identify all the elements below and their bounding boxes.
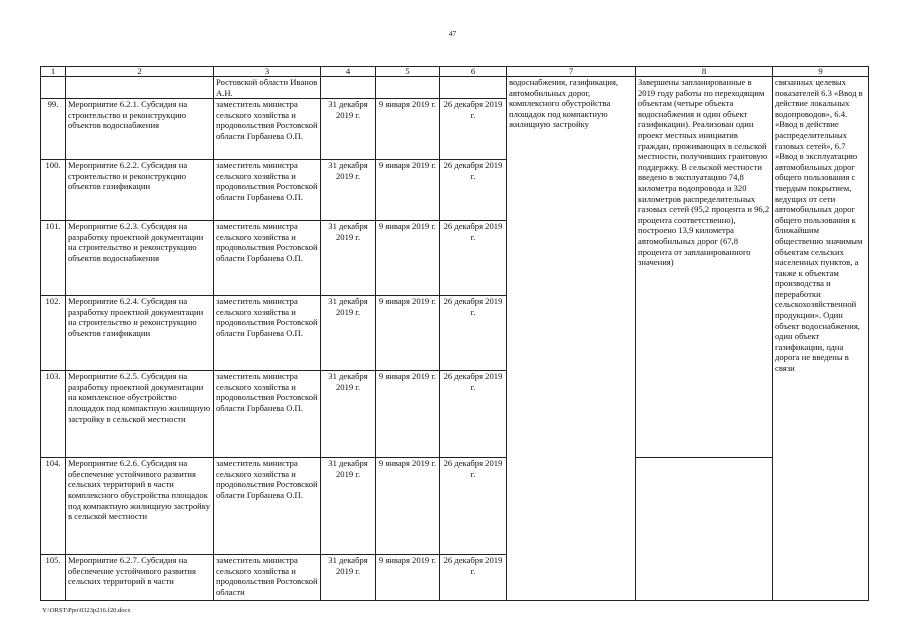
date-cell: 31 декабря 2019 г. — [321, 296, 376, 371]
row-number: 104. — [41, 458, 66, 555]
table-cell — [376, 77, 440, 99]
column-number: 5 — [376, 67, 440, 77]
column-number: 6 — [440, 67, 507, 77]
column-number: 3 — [214, 67, 321, 77]
date-cell: 9 января 2019 г. — [376, 458, 440, 555]
file-path-footer: Y:\ORST\Ppo\0323p216.f20.docx — [42, 607, 131, 614]
column-number: 7 — [507, 67, 636, 77]
responsible-cell: заместитель министра сельского хозяйства и продовольствия Ростовской области Горбанева О.П. — [214, 371, 321, 458]
responsible-cell: заместитель министра сельского хозяйства и продовольствия Ростовской области Горбанева О.П. — [214, 99, 321, 160]
table-cell — [41, 77, 66, 99]
results-cell: водоснабжения, газификация, автомобильных дорог, комплексного обустройства площадок под компактную жилищную застройку — [507, 77, 636, 601]
date-cell: 9 января 2019 г. — [376, 221, 440, 296]
schedule-table — [40, 66, 869, 601]
date-cell: 31 декабря 2019 г. — [321, 221, 376, 296]
measure-title: Мероприятие 6.2.2. Субсидия на строительство и реконструкцию объектов газификации — [66, 160, 214, 221]
date-cell: 26 декабря 2019 г. — [440, 296, 507, 371]
measure-title: Мероприятие 6.2.7. Субсидия на обеспечение устойчивого развития сельских территорий в части — [66, 555, 214, 601]
date-cell: 9 января 2019 г. — [376, 371, 440, 458]
row-number: 105. — [41, 555, 66, 601]
measure-title: Мероприятие 6.2.1. Субсидия на строительство и реконструкцию объектов водоснабжения — [66, 99, 214, 160]
table-cell — [440, 77, 507, 99]
date-cell: 26 декабря 2019 г. — [440, 160, 507, 221]
column-number: 4 — [321, 67, 376, 77]
column-number: 2 — [66, 67, 214, 77]
responsible-cell: заместитель министра сельского хозяйства и продовольствия Ростовской области Горбанева О.П. — [214, 458, 321, 555]
table-row — [41, 458, 869, 555]
outcome-cell-empty — [636, 458, 773, 601]
column-number: 9 — [773, 67, 869, 77]
outcome-cell: Завершены запланированные в 2019 году работы по переходящим объектам (четыре объекта водоснабжения и один объект газификации). Реализован один проект местных инициатив граждан, проживающих в сельской местности, получивших грантовую поддержку. В сельской местности введено в эксплуатацию 74,8 километра водопровода и 320 километров распределительных газовых сетей (95,2 процента и 96,2 процента соответственно), построено 13,9 километра автомобильных дорог (67,8 процента от запланированного значения) — [636, 77, 773, 458]
date-cell: 26 декабря 2019 г. — [440, 371, 507, 458]
column-number-row — [41, 67, 869, 77]
date-cell: 26 декабря 2019 г. — [440, 99, 507, 160]
column-number: 1 — [41, 67, 66, 77]
continuation-row — [41, 77, 869, 99]
page-number: 47 — [448, 29, 457, 38]
responsible-cell: заместитель министра сельского хозяйства и продовольствия Ростовской области Горбанева О.П. — [214, 160, 321, 221]
date-cell: 31 декабря 2019 г. — [321, 555, 376, 601]
row-number: 100. — [41, 160, 66, 221]
responsible-cell: Ростовской области Иванов А.Н. — [214, 77, 321, 99]
date-cell: 9 января 2019 г. — [376, 296, 440, 371]
date-cell: 26 декабря 2019 г. — [440, 555, 507, 601]
row-number: 99. — [41, 99, 66, 160]
row-number: 102. — [41, 296, 66, 371]
column-number: 8 — [636, 67, 773, 77]
date-cell: 31 декабря 2019 г. — [321, 371, 376, 458]
date-cell: 9 января 2019 г. — [376, 555, 440, 601]
date-cell: 9 января 2019 г. — [376, 99, 440, 160]
responsible-cell: заместитель министра сельского хозяйства и продовольствия Ростовской области Горбанева О.П. — [214, 221, 321, 296]
measure-title: Мероприятие 6.2.3. Субсидия на разработку проектной документации на строительство и реконструкцию объектов водоснабжения — [66, 221, 214, 296]
date-cell: 31 декабря 2019 г. — [321, 99, 376, 160]
measure-title: Мероприятие 6.2.5. Субсидия на разработку проектной документации на комплексное обустройство площадок под компактную жилищную застройку в сельской местности — [66, 371, 214, 458]
measure-title: Мероприятие 6.2.6. Субсидия на обеспечение устойчивого развития сельских территорий в части комплексного обустройства площадок под компактную жилищную застройку в сельской местности — [66, 458, 214, 555]
responsible-cell: заместитель министра сельского хозяйства и продовольствия Ростовской области Горбанева О.П. — [214, 296, 321, 371]
date-cell: 26 декабря 2019 г. — [440, 221, 507, 296]
row-number: 103. — [41, 371, 66, 458]
date-cell: 31 декабря 2019 г. — [321, 458, 376, 555]
date-cell: 31 декабря 2019 г. — [321, 160, 376, 221]
table-cell — [66, 77, 214, 99]
table-cell — [321, 77, 376, 99]
date-cell: 26 декабря 2019 г. — [440, 458, 507, 555]
indicators-cell: связанных целевых показателей 6.3 «Ввод в действие локальных водопроводов», 6.4. «Ввод в действие распределительных газовых сетей», 6.7 «Ввод в эксплуатацию автомобильных дорог общего пользования с твердым покрытием, ведущих от сети автомобильных дорог общего пользования к ближайшим общественно значимым объектам сельских населенных пунктов, а также к объектам производства и переработки сельскохозяйственной продукции». Один объект водоснабжения, один объект газификации, одна дорога не введены в связи — [773, 77, 869, 601]
responsible-cell: заместитель министра сельского хозяйства и продовольствия Ростовской области — [214, 555, 321, 601]
measure-title: Мероприятие 6.2.4. Субсидия на разработку проектной документации на строительство и реконструкцию объектов газификации — [66, 296, 214, 371]
row-number: 101. — [41, 221, 66, 296]
date-cell: 9 января 2019 г. — [376, 160, 440, 221]
